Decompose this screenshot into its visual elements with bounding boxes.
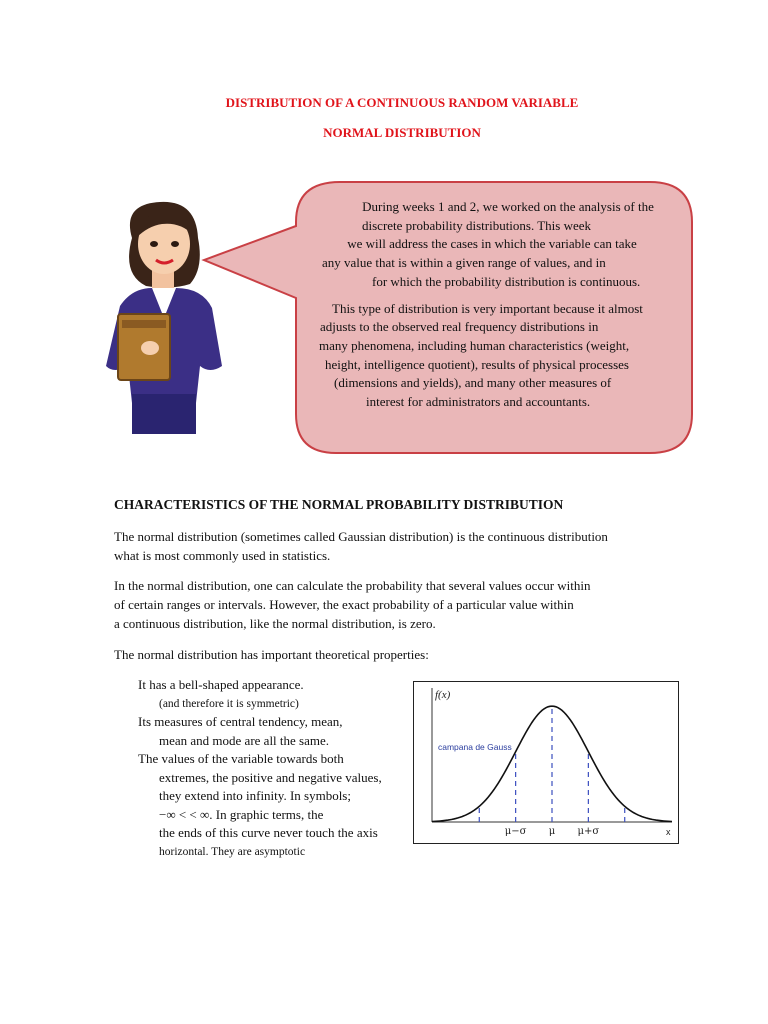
text-line: The normal distribution (sometimes called Gaussian distribution) is the continuous distribution bbox=[114, 529, 608, 544]
bubble-line: (dimensions and yields), and many other measures of bbox=[334, 375, 612, 391]
paragraph-2 bbox=[114, 576, 654, 633]
chart-svg bbox=[414, 682, 678, 843]
text-line: what is most commonly used in statistics. bbox=[114, 548, 331, 563]
property-item-3-line: extremes, the positive and negative values, bbox=[159, 769, 382, 785]
page-title: DISTRIBUTION OF A CONTINUOUS RANDOM VARIABLE bbox=[225, 95, 579, 110]
bubble-text bbox=[300, 198, 684, 412]
x-axis-label: x bbox=[666, 827, 671, 837]
tick-label: μ+σ bbox=[577, 826, 600, 837]
curve-annotation: campana de Gauss bbox=[438, 742, 512, 752]
bubble-line: height, intelligence quotient), results of physical processes bbox=[325, 356, 629, 372]
y-axis-label: f(x) bbox=[435, 689, 451, 701]
property-item-2: Its measures of central tendency, mean, bbox=[138, 714, 343, 729]
bubble-line: interest for administrators and accountants. bbox=[366, 394, 591, 410]
paragraph-3: The normal distribution has important theoretical properties: bbox=[114, 647, 429, 662]
property-item-3-line: they extend into infinity. In symbols; bbox=[159, 788, 351, 803]
bubble-paragraph-2 bbox=[300, 300, 684, 412]
bubble-line: During weeks 1 and 2, we worked on the analysis of the bbox=[362, 199, 654, 214]
text-line: a continuous distribution, like the normal distribution, is zero. bbox=[114, 616, 436, 631]
bubble-line: adjusts to the observed real frequency distributions in bbox=[320, 319, 599, 335]
property-item-3: The values of the variable towards both bbox=[138, 751, 344, 766]
property-note-1: (and therefore it is symmetric) bbox=[159, 697, 299, 710]
property-item-3-line: −∞ < < ∞. In graphic terms, the bbox=[159, 806, 324, 822]
bubble-line: many phenomena, including human characteristics (weight, bbox=[319, 337, 630, 353]
teacher-illustration bbox=[92, 198, 244, 436]
tick-label: μ bbox=[548, 826, 556, 837]
bubble-line: discrete probability distributions. This week bbox=[362, 217, 592, 233]
property-item-2-cont: mean and mode are all the same. bbox=[159, 732, 330, 748]
property-note-3: horizontal. They are asymptotic bbox=[159, 845, 306, 858]
page-subtitle: NORMAL DISTRIBUTION bbox=[323, 125, 481, 140]
normal-curve-chart bbox=[413, 681, 679, 844]
property-item-3-line: the ends of this curve never touch the axis bbox=[159, 825, 378, 840]
bubble-paragraph-1 bbox=[300, 198, 684, 292]
tick-label: μ−σ bbox=[504, 826, 527, 837]
bubble-line: any value that is within a given range of values, and in bbox=[322, 255, 606, 271]
text-line: In the normal distribution, one can calculate the probability that several values occur within bbox=[114, 578, 591, 593]
property-item-1: It has a bell-shaped appearance. bbox=[138, 677, 304, 692]
bubble-line: we will address the cases in which the variable can take bbox=[347, 236, 637, 252]
paragraph-1 bbox=[114, 527, 654, 565]
section-heading: CHARACTERISTICS OF THE NORMAL PROBABILITY DISTRIBUTION bbox=[114, 497, 564, 512]
properties-list bbox=[138, 676, 398, 861]
bubble-line: This type of distribution is very important because it almost bbox=[332, 300, 643, 316]
text-line: of certain ranges or intervals. However, the exact probability of a particular value within bbox=[114, 597, 574, 612]
bubble-line: for which the probability distribution is continuous. bbox=[372, 273, 641, 289]
